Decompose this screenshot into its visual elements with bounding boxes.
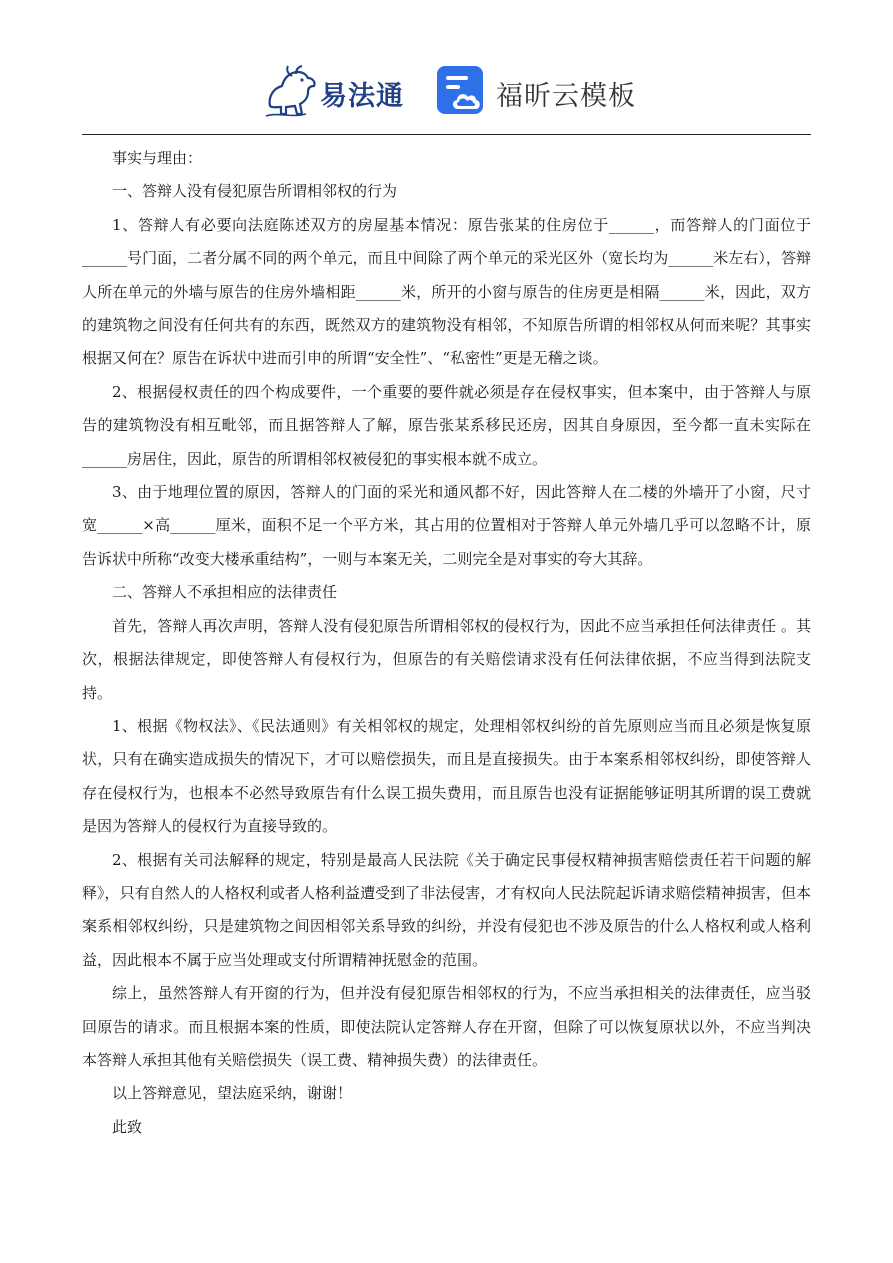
yifatong-logo xyxy=(262,62,412,120)
paragraph: 综上，虽然答辩人有开窗的行为，但并没有侵犯原告相邻权的行为，不应当承担相关的法律责任，应当驳回原告的请求。而且根据本案的性质，即使法院认定答辩人存在开窗，但除了可以恢复原状以外，不应当判决本答辩人承担其他有关赔偿损失（误工费、精神损失费）的法律责任。 xyxy=(82,984,811,1069)
closing-request: 以上答辩意见，望法庭采纳，谢谢！ xyxy=(112,1084,353,1103)
paragraph: 1、答辩人有必要向法庭陈述双方的房屋基本情况：原告张某的住房位于______，而答辩人的门面位于______号门面，二者分属不同的两个单元，而且中间除了两个单元的采光区外（宽长均为______米左右），答辩人所在单元的外墙与原告的住房外墙相距______米，所开的小窗与原告的住房更是相隔______米，因此，双方的建筑物之间没有任何共有的东西，既然双方的建筑物没有相邻，不知原告所谓的相邻权从何而来呢？其事实根据又何在？原告在诉状中进而引申的所谓“安全性”、“私密性”更是无稽之谈。 xyxy=(82,215,811,368)
header-divider xyxy=(82,134,811,135)
paragraph: 首先，答辩人再次声明，答辩人没有侵犯原告所谓相邻权的侵权行为，因此不应当承担任何法律责任 。其次，根据法律规定，即使答辩人有侵权行为，但原告的有关赔偿请求没有任何法律依据，不应当得到法院支持。 xyxy=(82,616,811,702)
paragraph: 2、根据有关司法解释的规定，特别是最高人民法院《关于确定民事侵权精神损害赔偿责任若干问题的解释》，只有自然人的人格权利或者人格利益遭受到了非法侵害，才有权向人民法院起诉请求赔偿精神损害，但本案系相邻权纠纷，只是建筑物之间因相邻关系导致的纠纷，并没有侵犯也不涉及原告的什么人格权利或人格利益，因此根本不属于应当处理或支付所谓精神抚慰金的范围。 xyxy=(82,850,811,969)
section-heading-two: 二、答辩人不承担相应的法律责任 xyxy=(112,583,338,602)
cloud-document-icon xyxy=(436,64,486,116)
section-heading-facts: 事实与理由： xyxy=(112,149,203,167)
document-body xyxy=(82,142,811,1144)
yifatong-logo-text: 易法通 xyxy=(320,81,404,112)
page-header xyxy=(0,0,893,130)
paragraph: 3、由于地理位置的原因，答辩人的门面的采光和通风都不好，因此答辩人在二楼的外墙开了小窗，尺寸宽______×高______厘米，面积不足一个平方米，其占用的位置相对于答辩人单元外墙几乎可以忽略不计，原告诉状中所称“改变大楼承重结构”，一则与本案无关，二则完全是对事实的夸大其辞。 xyxy=(82,483,811,568)
section-heading-one: 一、答辩人没有侵犯原告所谓相邻权的行为 xyxy=(112,182,398,201)
closing-salutation: 此致 xyxy=(112,1117,143,1136)
foxit-template-logo-text: 福昕云模板 xyxy=(496,81,636,112)
paragraph: 1、根据《物权法》、《民法通则》有关相邻权的规定，处理相邻权纠纷的首先原则应当而且必须是恢复原状，只有在确实造成损失的情况下，才可以赔偿损失，而且是直接损失。由于本案系相邻权纠纷，即使答辩人存在侵权行为，也根本不必然导致原告有什么误工损失费用，而且原告也没有证据能够证明其所谓的误工费就是因为答辩人的侵权行为直接导致的。 xyxy=(82,716,811,836)
paragraph: 2、根据侵权责任的四个构成要件，一个重要的要件就必须是存在侵权事实，但本案中，由于答辩人与原告的建筑物没有相互毗邻，而且据答辩人了解，原告张某系移民还房，因其自身原因，至今都一直未实际在______房居住，因此，原告的所谓相邻权被侵犯的事实根本就不成立。 xyxy=(82,382,811,468)
qilin-emblem-icon xyxy=(262,62,320,120)
foxit-template-logo xyxy=(436,64,636,120)
